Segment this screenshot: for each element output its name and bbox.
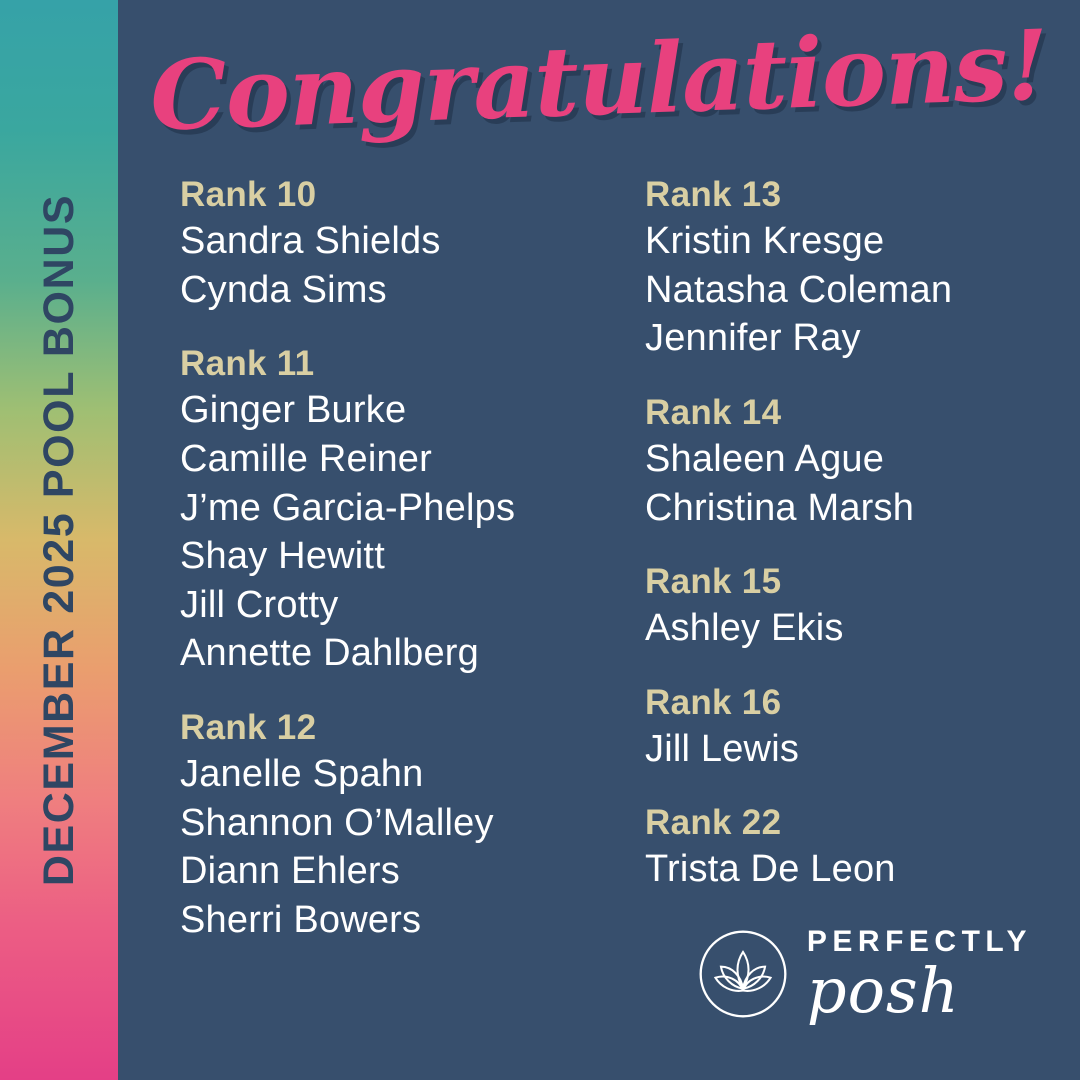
list-item: Sherri Bowers [180,898,422,941]
list-item: Shay Hewitt [180,535,385,578]
list-item: J’me Garcia-Phelps [180,486,516,529]
rank-block [645,175,1050,363]
rank-column-left [180,175,585,975]
list-item: Camille Reiner [180,437,432,480]
list-item: Christina Marsh [645,486,915,529]
sidebar-title: DECEMBER 2025 POOL BONUS [34,193,83,887]
rank-title: Rank 12 [180,708,317,747]
list-item: Natasha Coleman [645,268,953,311]
logo-bottom-text: posh [806,953,960,1027]
list-item: Ginger Burke [180,389,407,432]
page-title: Congratulations! [148,8,1050,153]
sidebar-gradient-banner [0,0,118,1080]
list-item: Jennifer Ray [645,317,861,360]
rank-columns [180,175,1050,975]
list-item: Janelle Spahn [180,753,424,795]
list-item: Jill Crotty [180,583,339,626]
list-item: Shaleen Ague [645,437,885,480]
rank-title: Rank 11 [180,344,315,384]
list-item: Shannon O’Malley [180,801,494,844]
list-item: Kristin Kresge [645,220,885,262]
rank-title: Rank 22 [645,803,782,843]
list-item: Ashley Ekis [645,607,844,650]
rank-block [180,175,585,314]
list-item: Diann Ehlers [180,850,400,893]
rank-column-right [645,175,1050,975]
rank-title: Rank 16 [645,682,782,722]
lotus-icon [697,928,789,1020]
main-content [118,0,1080,1080]
list-item: Cynda Sims [180,268,387,311]
rank-block [645,562,1050,653]
list-item: Jill Lewis [645,727,800,770]
list-item: Sandra Shields [180,220,441,262]
list-item: Trista De Leon [645,848,896,891]
rank-title: Rank 15 [645,562,782,602]
logo-wordmark [806,924,1032,1027]
logo-top-text: PERFECTLY [806,924,1032,958]
rank-block [180,708,585,945]
list-item: Annette Dahlberg [180,632,479,675]
rank-title: Rank 14 [645,392,782,432]
brand-logo [697,924,1032,1027]
rank-block [645,803,1050,894]
rank-title: Rank 10 [180,175,317,214]
rank-title: Rank 13 [645,175,782,214]
rank-block [645,683,1050,774]
rank-block [645,393,1050,532]
rank-block [180,344,585,678]
